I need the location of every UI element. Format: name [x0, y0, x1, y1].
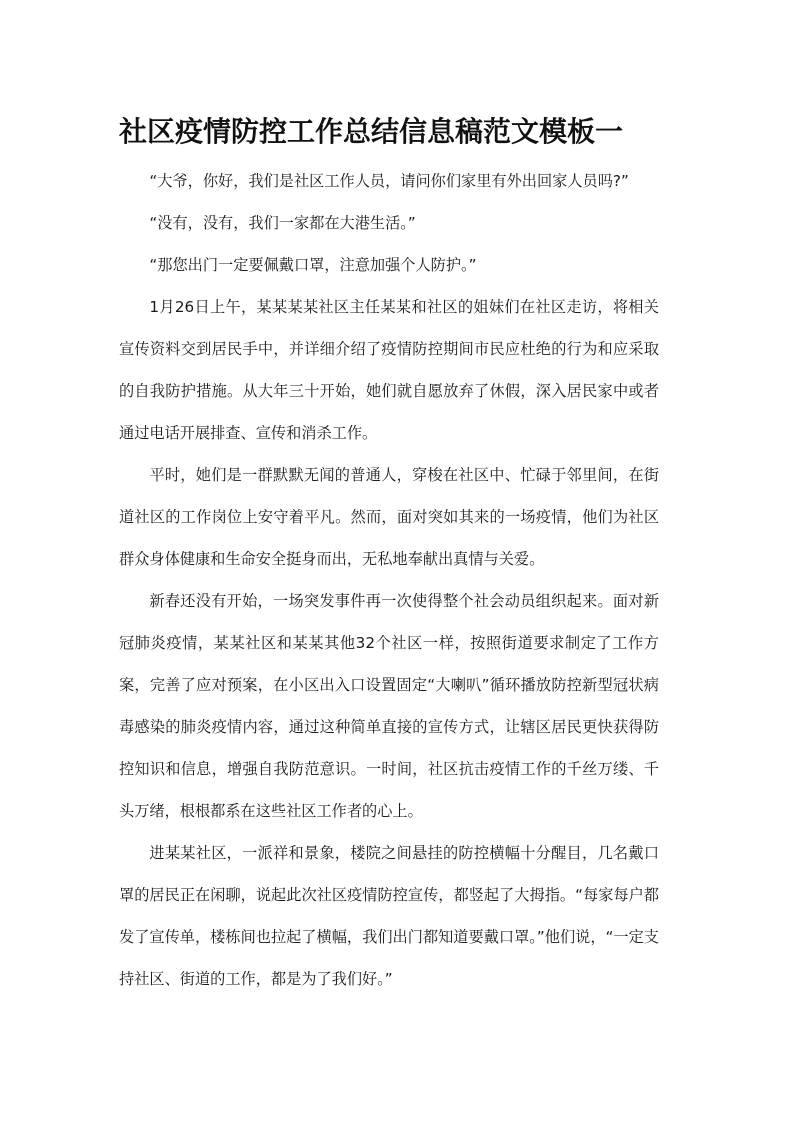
body-paragraph-3: 新春还没有开始，一场突发事件再一次使得整个社会动员组织起来。面对新冠肺炎疫情，某某社区和某某其他32个社区一样，按照街道要求制定了工作方案，完善了应对预案，在小区出入口设置固定“大喇叭”循环播放防控新型冠状病毒感染的肺炎疫情内容，通过这种简单直接的宣传方式，让辖区居民更快获得防控知识和信息，增强自我防范意识。一时间，社区抗击疫情工作的千丝万缕、千头万绪，根根都系在这些社区工作者的心上。: [119, 592, 659, 820]
document-body: [119, 160, 659, 1000]
body-paragraph-2: 平时，她们是一群默默无闻的普通人，穿梭在社区中、忙碌于邻里间，在街道社区的工作岗位上安守着平凡。然而，面对突如其来的一场疫情，他们为社区群众身体健康和生命安全挺身而出，无私地奉献出真情与关爱。: [119, 466, 659, 568]
dialogue-paragraph-3: “那您出门一定要佩戴口罩，注意加强个人防护。”: [149, 256, 477, 274]
dialogue-paragraph-2: “没有，没有，我们一家都在大港生活。”: [149, 214, 416, 232]
dialogue-paragraph-1: “大爷，你好，我们是社区工作人员，请问你们家里有外出回家人员吗?”: [149, 172, 629, 190]
document-title: 社区疫情防控工作总结信息稿范文模板一: [119, 115, 624, 148]
body-paragraph-1: 1月26日上午，某某某某社区主任某某和社区的姐妹们在社区走访，将相关宣传资料交到居民手中，并详细介绍了疫情防控期间市民应杜绝的行为和应采取的自我防护措施。从大年三十开始，她们就自愿放弃了休假，深入居民家中或者通过电话开展排查、宣传和消杀工作。: [119, 298, 659, 442]
body-paragraph-4: 进某某社区，一派祥和景象，楼院之间悬挂的防控横幅十分醒目，几名戴口罩的居民正在闲聊，说起此次社区疫情防控宣传，都竖起了大拇指。“每家每户都发了宣传单，楼栋间也拉起了横幅，我们出门都知道要戴口罩。”他们说，“一定支持社区、街道的工作，都是为了我们好。”: [119, 844, 659, 988]
